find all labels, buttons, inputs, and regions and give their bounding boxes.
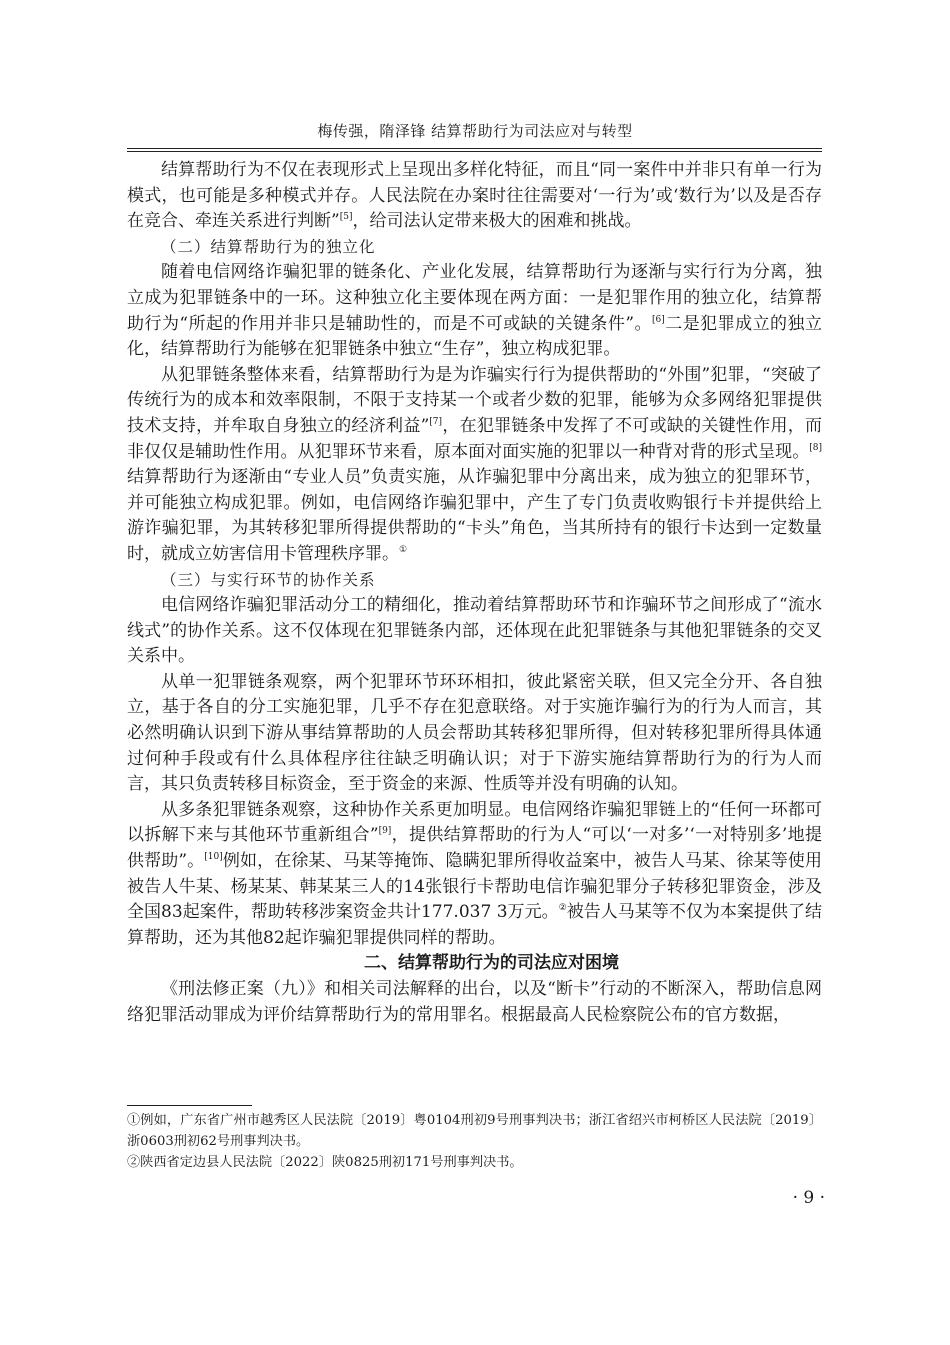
paragraph: 随着电信网络诈骗犯罪的链条化、产业化发展，结算帮助行为逐渐与实行行为分离，独立成为犯罪链条中的一环。这种独立化主要体现在两方面：一是犯罪作用的独立化，结算帮助行为“所起的作用并非只是辅助性的，而是不可或缺的关键条件”。[6]二是犯罪成立的独立化，结算帮助行为能够在犯罪链条中独立“生存”，独立构成犯罪。	[127, 262, 822, 360]
citation-mark: [5]	[339, 212, 353, 223]
citation-mark: [10]	[204, 852, 223, 863]
paragraph: 从多条犯罪链条观察，这种协作关系更加明显。电信网络诈骗犯罪链上的“任何一环都可以拆解下来与其他环节重新组合”[9]，提供结算帮助的行为人“可以‘一对多’‘一对特别多’地提供帮助”。[10]例如，在徐某、马某等掩饰、隐瞒犯罪所得收益案中，被告人马某、徐某等使用被告人牛某、杨某某、韩某某三人的14张银行卡帮助电信诈骗犯罪分子转移犯罪资金，涉及全国83起案件，帮助转移涉案资金共计177.037 3万元。②被告人马某等不仅为本案提供了结算帮助，还为其他82起诈骗犯罪提供同样的帮助。	[127, 799, 822, 948]
paragraph: 《刑法修正案（九）》和相关司法解释的出台，以及“断卡”行动的不断深入，帮助信息网络犯罪活动罪成为评价结算帮助行为的常用罪名。根据最高人民检察院公布的官方数据，	[127, 979, 822, 1025]
subsection-heading: （三）与实行环节的协作关系	[161, 570, 376, 589]
footnote-mark: ②	[558, 903, 567, 914]
citation-mark: [6]	[652, 314, 665, 325]
section-heading: 二、结算帮助行为的司法应对困境	[364, 953, 619, 974]
footnotes	[127, 1110, 822, 1173]
paragraph: 从犯罪链条整体来看，结算帮助行为是为诈骗实行行为提供帮助的“外围”犯罪，“突破了传统行为的成本和效率限制，不限于支持某一个或者少数的犯罪，能够为众多网络犯罪提供技术支持，并牟取自身独立的经济利益”[7]，在犯罪链条中发挥了不可或缺的关键性作用，而非仅仅是辅助性作用。从犯罪环节来看，原本面对面实施的犯罪以一种背对背的形式呈现。[8]结算帮助行为逐渐由“专业人员”负责实施，从诈骗犯罪中分离出来，成为独立的犯罪环节，并可能独立构成犯罪。例如，电信网络诈骗犯罪中，产生了专门负责收购银行卡并提供给上游诈骗犯罪，为其转移犯罪所得提供帮助的“卡头”角色，当其所持有的银行卡达到一定数量时，就成立妨害信用卡管理秩序罪。①	[127, 364, 822, 564]
footnote-mark: ①	[399, 544, 408, 555]
footnote: ②陕西省定边县人民法院〔2022〕陕0825刑初171号刑事判决书。	[127, 1155, 523, 1170]
paragraph: 结算帮助行为不仅在表现形式上呈现出多样化特征，而且“同一案件中并非只有单一行为模式，也可能是多种模式并存。人民法院在办案时往往需要对‘一行为’或‘数行为’以及是否存在竞合、牵连关系进行判断”[5]，给司法认定带来极大的困难和挑战。	[127, 160, 822, 232]
header-rule	[127, 148, 822, 149]
footnote: ①例如，广东省广州市越秀区人民法院〔2019〕粤0104刑初9号刑事判决书；浙江省绍兴市柯桥区人民法院〔2019〕浙0603刑初62号刑事判决书。	[127, 1113, 822, 1149]
running-head: 梅传强，隋泽锋 结算帮助行为司法应对与转型	[317, 122, 633, 140]
citation-mark: [9]	[378, 826, 392, 837]
body-text	[127, 158, 822, 1028]
header-rule-inner	[127, 151, 822, 152]
page-number: · 9 ·	[792, 1188, 825, 1208]
paragraph: 电信网络诈骗犯罪活动分工的精细化，推动着结算帮助环节和诈骗环节之间形成了“流水线式”的协作关系。这不仅体现在犯罪链条内部，还体现在此犯罪链条与其他犯罪链条的交叉关系中。	[127, 595, 822, 667]
subsection-heading: （二）结算帮助行为的独立化	[161, 237, 376, 256]
citation-mark: [8]	[809, 442, 822, 453]
paragraph: 从单一犯罪链条观察，两个犯罪环节环环相扣，彼此紧密关联，但又完全分开、各自独立，基于各自的分工实施犯罪，几乎不存在犯意联络。对于实施诈骗行为的行为人而言，其必然明确认识到下游从事结算帮助的人员会帮助其转移犯罪所得，但对转移犯罪所得具体通过何种手段或有什么具体程序往往缺乏明确认识；对于下游实施结算帮助行为的行为人而言，其只负责转移目标资金，至于资金的来源、性质等并没有明确的认知。	[127, 671, 822, 795]
citation-mark: [7]	[429, 416, 443, 427]
footnote-rule	[127, 1105, 252, 1106]
